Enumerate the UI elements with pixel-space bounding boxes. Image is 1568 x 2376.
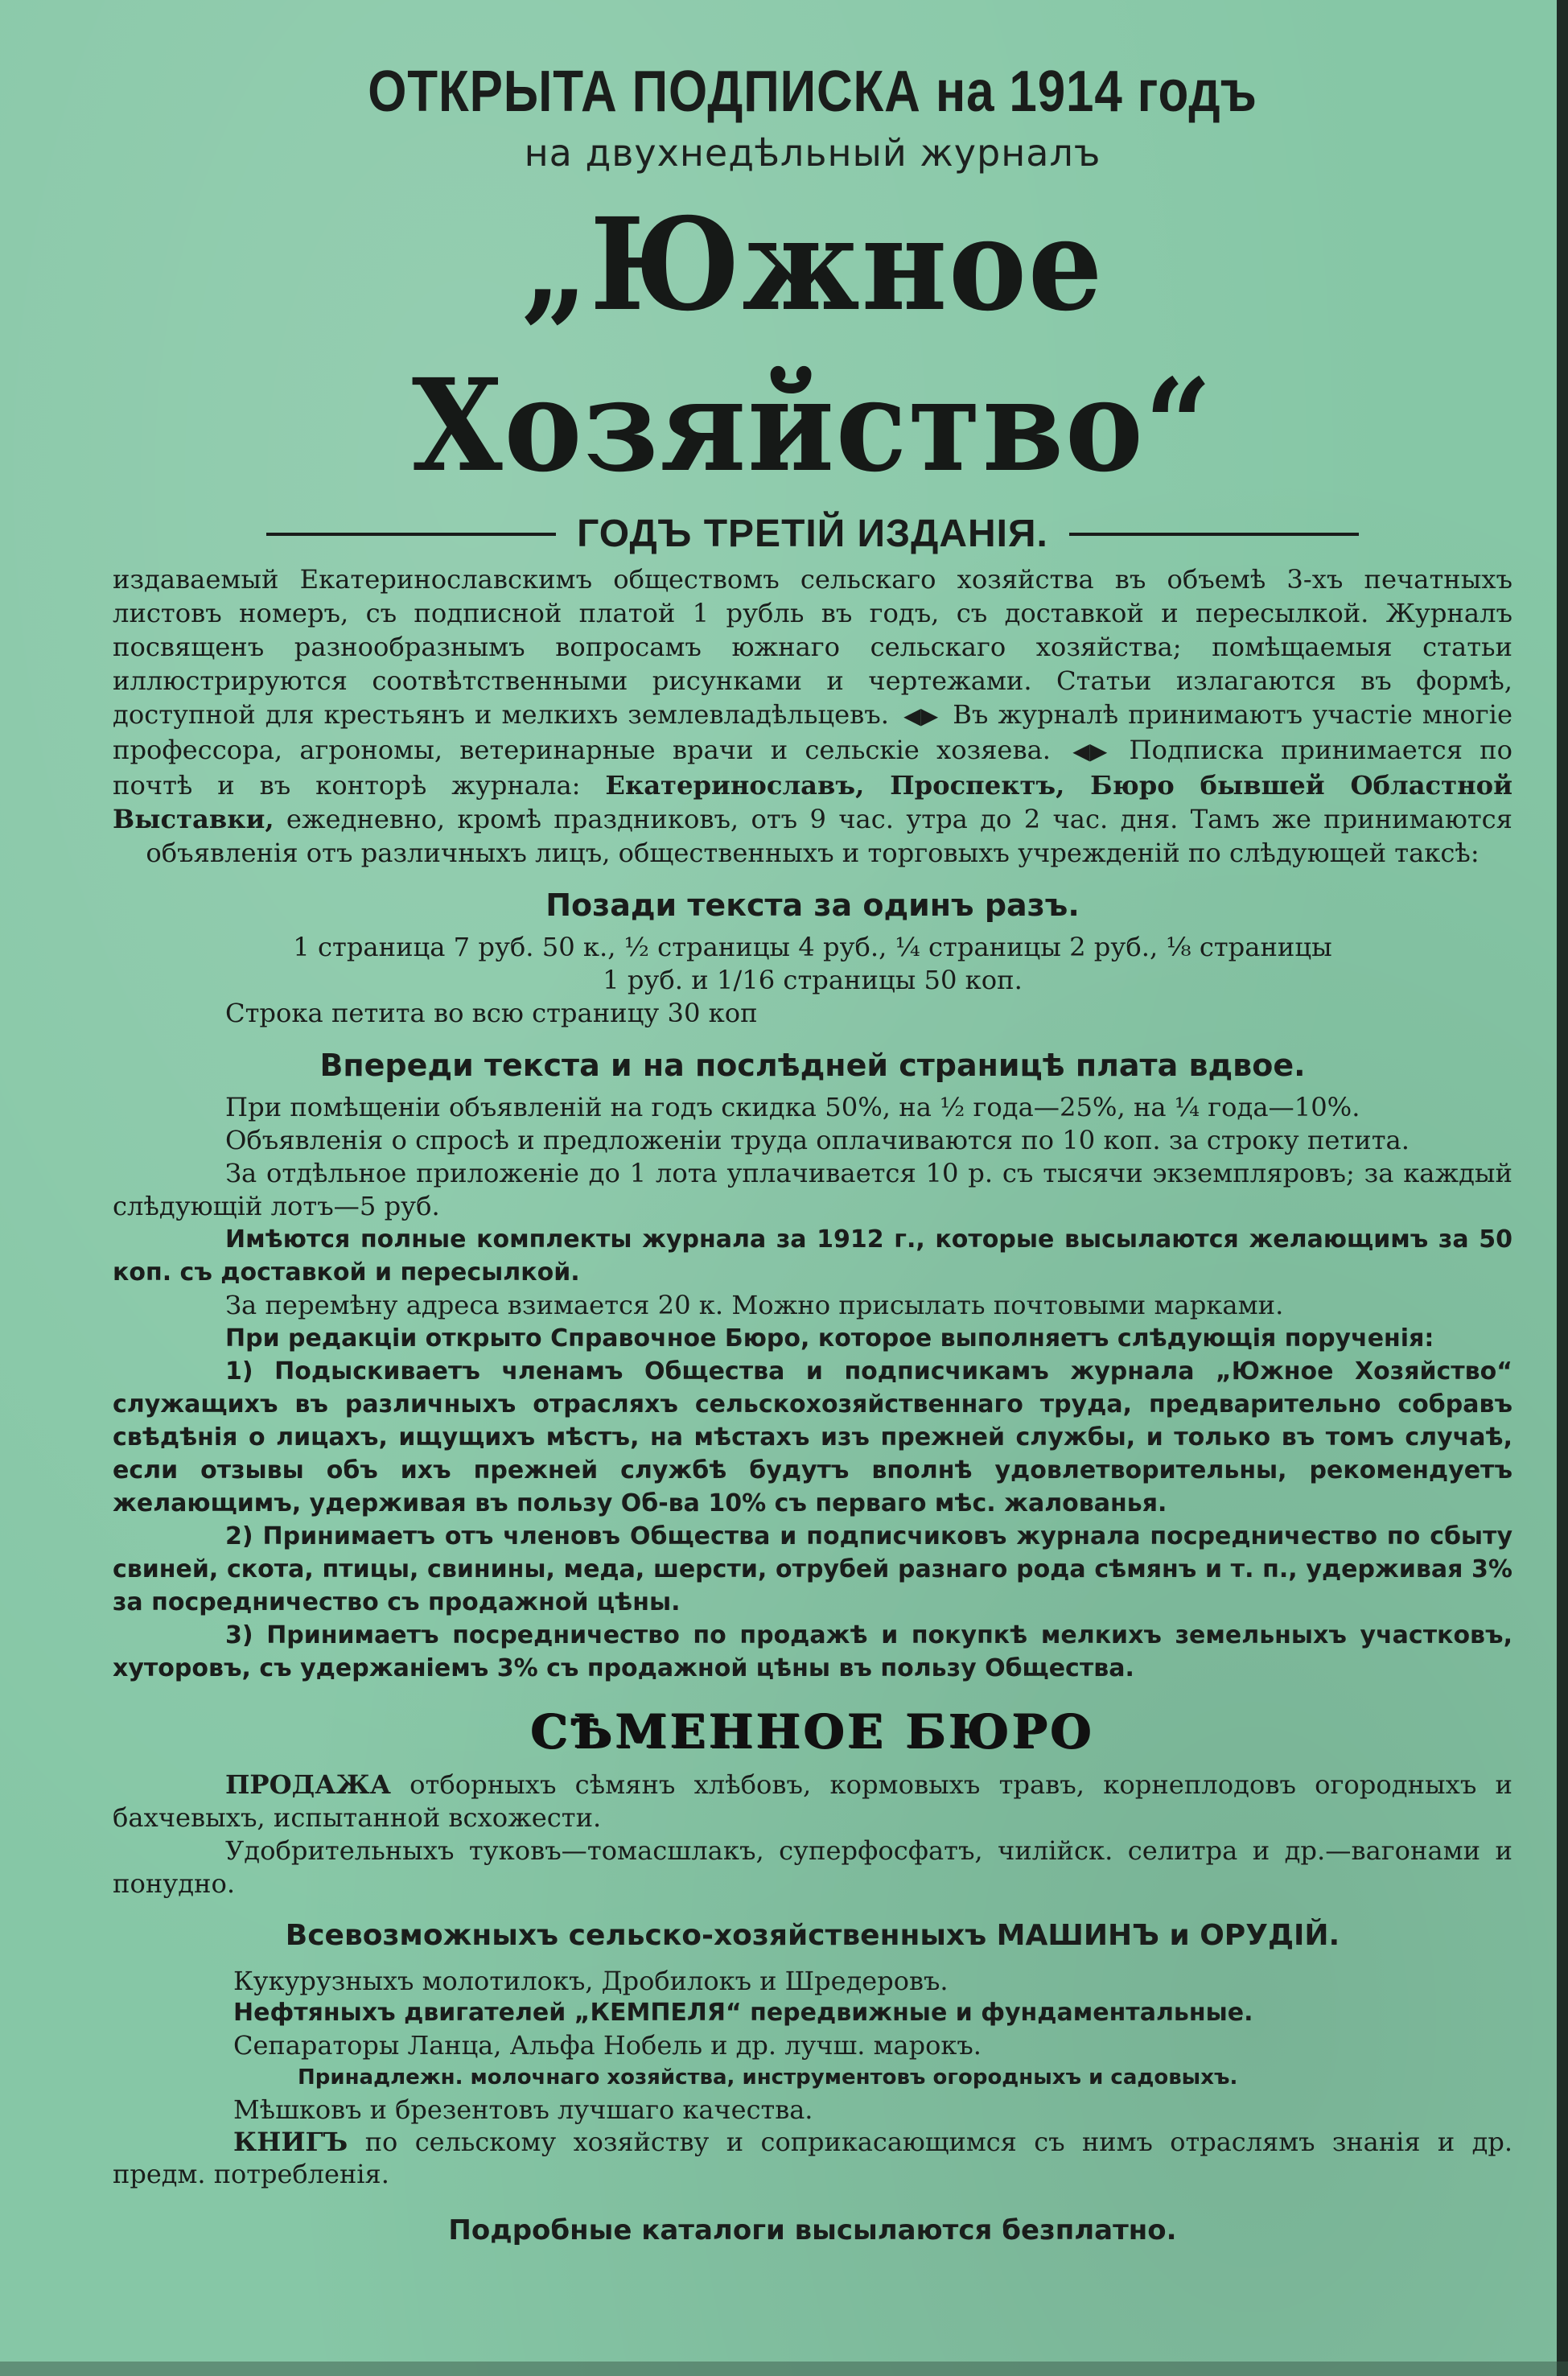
seed-sale-text: [113, 1769, 1512, 1835]
journal-masthead: „Южное Хозяйство“: [411, 191, 1214, 500]
list-item: Кукурузныхъ молотилокъ, Дробилокъ и Шредеровъ.: [233, 1966, 949, 1996]
sale-description: отборныхъ сѣмянъ хлѣбовъ, кормовыхъ травъ, корнеплодовъ огородныхъ и бахчевыхъ, испытанной всхожести.: [113, 1769, 1512, 1833]
seed-bureau-title: СѢМЕННОЕ БЮРО: [530, 1704, 1095, 1759]
subscription-headline: ОТКРЫТА ПОДПИСКА на 1914 годъ: [368, 60, 1257, 124]
books-item: [113, 2126, 1512, 2190]
list-item: Мѣшковъ и брезентовъ лучшаго качества.: [233, 2094, 813, 2125]
service-item-2: 2) Принимаетъ отъ членовъ Общества и подписчиковъ журнала посредничество по сбыту свиней, скота, птицы, свинины, меда, шерсти, отрубей разнаго рода сѣмянъ и т. п., удерживая 3% за посредничество съ продажной цѣны.: [113, 1522, 1512, 1616]
year-line: [113, 512, 1512, 556]
intro-part4: ежедневно, кромѣ праздниковъ, отъ 9 час. утра до 2 час. дня. Тамъ же принимаются объявленія отъ различныхъ лицъ, общественныхъ и торговыхъ учрежденій по слѣдующей таксѣ:: [146, 804, 1512, 868]
discount-text: При помѣщеніи объявленій на годъ скидка 50%, на ½ года—25%, на ¼ года—10%.: [225, 1092, 1360, 1122]
page-content: [113, 56, 1512, 2246]
page-edge-shadow: [1557, 0, 1568, 2376]
machines-title: Всевозможныхъ сельско-хозяйственныхъ МАШИНЪ и ОРУДІЙ.: [285, 1919, 1340, 1952]
list-item: Сепараторы Ланца, Альфа Нобель и др. лучш. марокъ.: [233, 2030, 982, 2061]
fertilizer-text: Удобрительныхъ туковъ—томасшлакъ, суперфосфатъ, чилійск. селитра и др.—вагонами и понудно.: [113, 1835, 1512, 1899]
right-rule: [1069, 533, 1359, 536]
list-item: Принадлежн. молочнаго хозяйства, инструментовъ огородныхъ и садовыхъ.: [298, 2065, 1238, 2090]
diamond-ornament-icon: ◀▶: [1072, 738, 1108, 764]
machines-list: [113, 1965, 1512, 2190]
intro-part2: Въ журналѣ принимаютъ участіе многіе профессора, агрономы, ветеринарные врачи и сельскіе хозяева.: [113, 699, 1512, 765]
labor-ads-text: Объявленія о спросѣ и предложеніи труда оплачиваются по 10 коп. за строку петита.: [225, 1125, 1410, 1155]
page-bottom-shadow: [0, 2362, 1568, 2376]
service-item-1: 1) Подыскиваетъ членамъ Общества и подписчикамъ журнала „Южное Хозяйство“ служащихъ въ различныхъ отрасляхъ сельскохозяйственнаго труда, предварительно собравъ свѣдѣнія о лицахъ, ищущихъ мѣстъ, на мѣстахъ изъ прежней службы, и только въ томъ случаѣ, если отзывы объ ихъ прежней службѣ будутъ вполнѣ удовлетворительны, рекомендуетъ желающимъ, удерживая въ пользу Об-ва 10% съ перваго мѣс. жалованья.: [113, 1357, 1512, 1517]
rate-line-2: 1 руб. и 1/16 страницы 50 коп.: [603, 965, 1023, 995]
list-item: Нефтяныхъ двигателей „КЕМПЕЛЯ“ передвижные и фундаментальные.: [233, 1999, 1253, 2027]
office-address: Екатеринославъ, Проспектъ, Бюро бывшей Областной Выставки,: [113, 770, 1512, 834]
address-change-text: За перемѣну адреса взимается 20 к. Можно присылать почтовыми марками.: [225, 1290, 1284, 1320]
intro-part3: Подписка принимается по почтѣ и въ конторѣ журнала:: [113, 735, 1513, 801]
journal-subhead: на двухнедѣльный журналъ: [524, 131, 1101, 175]
complete-sets-text: Имѣются полные комплекты журнала за 1912 г., которые высылаются желающимъ за 50 коп. съ доставкой и пересылкой.: [113, 1225, 1512, 1287]
reference-bureau-intro: При редакціи открыто Справочное Бюро, которое выполняетъ слѣдующія порученія:: [225, 1324, 1434, 1353]
left-rule: [266, 533, 556, 536]
sale-label: ПРОДАЖА: [225, 1769, 391, 1800]
year-line-text: ГОДЪ ТРЕТІЙ ИЗДАНІЯ.: [577, 513, 1048, 555]
supplement-text: За отдѣльное приложеніе до 1 лота уплачивается 10 р. съ тысячи экземпляровъ; за каждый слѣдующій лотъ—5 руб.: [113, 1158, 1512, 1221]
intro-paragraph: [113, 562, 1512, 870]
service-item-3: 3) Принимаетъ посредничество по продажѣ и покупкѣ мелкихъ земельныхъ участковъ, хуторовъ, съ удержаніемъ 3% съ продажной цѣны въ пользу Общества.: [113, 1621, 1512, 1682]
diamond-ornament-icon: ◀▶: [903, 702, 939, 729]
catalog-note: Подробные каталоги высылаются безплатно.: [448, 2214, 1177, 2246]
books-label: КНИГЪ: [233, 2127, 348, 2157]
rate-line-1: 1 страница 7 руб. 50 к., ½ страницы 4 руб., ¼ страницы 2 руб., ⅛ страницы: [293, 932, 1332, 962]
rate-line-3: Строка петита во всю страницу 30 коп: [225, 998, 758, 1028]
rates-front-title: Впереди текста и на послѣдней страницѣ плата вдвое.: [319, 1048, 1306, 1083]
books-description: по сельскому хозяйству и соприкасающимся съ нимъ отраслямъ знанія и др. предм. потребленія.: [113, 2127, 1513, 2189]
intro-part1: издаваемый Екатеринославскимъ обществомъ сельскаго хозяйства въ объемѣ 3-хъ печатныхъ листовъ номеръ, съ подписной платой 1 рубль въ годъ, съ доставкой и пересылкой. Журналъ посвященъ разнообразнымъ вопросамъ южнаго сельскаго хозяйства; помѣщаемыя статьи иллюстрируются соотвѣтственными рисунками и чертежами. Статьи излагаются въ формѣ, доступной для крестьянъ и мелкихъ землевладѣльцевъ.: [113, 564, 1512, 730]
rates-behind-title: Позади текста за одинъ разъ.: [545, 887, 1080, 923]
